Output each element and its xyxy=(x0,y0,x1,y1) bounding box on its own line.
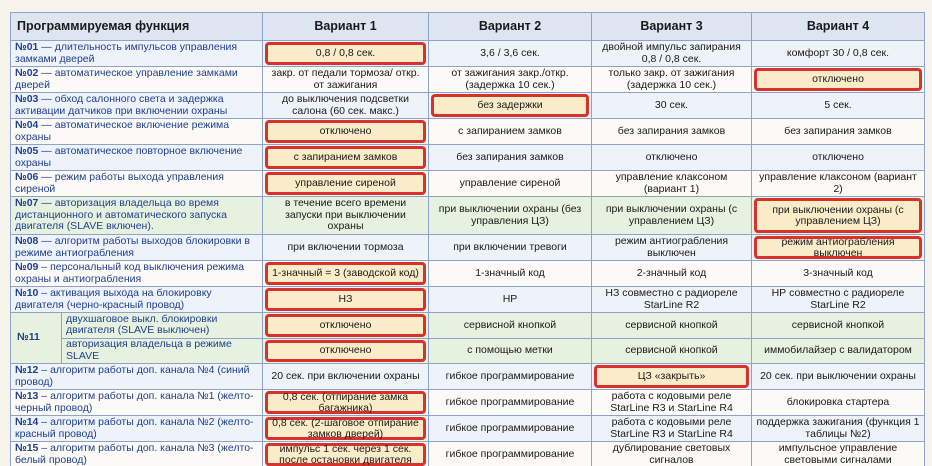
highlighted-value: 0,8 сек. (2-шаговое отпирание замков дверей) xyxy=(265,417,426,440)
variant-2-cell: гибкое программирование xyxy=(429,416,592,442)
variant-1-cell xyxy=(263,261,429,287)
variant-4-cell: НР совместно с радиореле StarLine R2 xyxy=(752,287,925,313)
function-number: №02 xyxy=(15,67,39,79)
variant-2-cell: гибкое программирование xyxy=(429,364,592,390)
variant-3-cell: НЗ совместно с радиореле StarLine R2 xyxy=(592,287,752,313)
table-row xyxy=(11,442,925,466)
variant-3-cell: сервисной кнопкой xyxy=(592,338,752,364)
highlighted-value: 1-значный = 3 (заводской код) xyxy=(265,262,426,285)
variant-1-cell xyxy=(263,390,429,416)
function-cell xyxy=(11,41,263,67)
variant-4-cell: 20 сек. при выключении охраны xyxy=(752,364,925,390)
variant-3-cell: 30 сек. xyxy=(592,93,752,119)
header-row xyxy=(11,13,925,41)
function-number: №11 xyxy=(17,331,40,344)
table-row xyxy=(11,313,925,339)
function-11-sub-1: двухшаговое выкл. блокировки двигателя (SLAVE выключен) xyxy=(62,313,262,339)
variant-3-cell: при выключении охраны (с управлением ЦЗ) xyxy=(592,197,752,235)
variant-1-cell xyxy=(263,313,429,339)
variant-2-cell: без запирания замков xyxy=(429,145,592,171)
variant-2-cell: 3,6 / 3,6 сек. xyxy=(429,41,592,67)
highlighted-value: режим антиограбления выключен xyxy=(754,236,922,259)
variant-4-cell: поддержка зажигания (функция 1 таблицы №2) xyxy=(752,416,925,442)
function-number: №13 xyxy=(15,390,39,402)
table-row xyxy=(11,416,925,442)
header-variant-3: Вариант 3 xyxy=(592,13,752,41)
variant-4-cell: 3-значный код xyxy=(752,261,925,287)
variant-3-cell: управление клаксоном (вариант 1) xyxy=(592,171,752,197)
variant-3-cell: сервисной кнопкой xyxy=(592,313,752,339)
variant-1-cell: 20 сек. при включении охраны xyxy=(263,364,429,390)
table-row xyxy=(11,197,925,235)
variant-4-cell: импульсное управление световыми сигналами xyxy=(752,442,925,466)
function-description: — автоматическое управление замками дверей xyxy=(15,67,238,91)
function-cell xyxy=(11,261,263,287)
variant-2-cell: 1-значный код xyxy=(429,261,592,287)
table-row xyxy=(11,364,925,390)
variant-2-cell: управление сиреной xyxy=(429,171,592,197)
variant-4-cell: управление клаксоном (вариант 2) xyxy=(752,171,925,197)
function-description: – активация выхода на блокировку двигателя (черно-красный провод) xyxy=(15,287,212,311)
variant-1-cell xyxy=(263,145,429,171)
variant-4-cell: сервисной кнопкой xyxy=(752,313,925,339)
function-description: – персональный код выключения режима охраны и антиограбления xyxy=(15,261,245,285)
header-variant-4: Вариант 4 xyxy=(752,13,925,41)
function-number: №10 xyxy=(15,287,39,299)
function-number: №08 xyxy=(15,235,39,247)
table-row xyxy=(11,287,925,313)
variant-4-cell xyxy=(752,235,925,261)
variant-1-cell xyxy=(263,442,429,466)
function-11-subrows xyxy=(62,313,262,363)
function-cell xyxy=(11,93,263,119)
variant-1-cell: закр. от педали тормоза/ откр. от зажигания xyxy=(263,67,429,93)
variant-3-cell: 2-значный код xyxy=(592,261,752,287)
highlighted-value: без задержки xyxy=(431,94,589,117)
highlighted-value: ЦЗ «закрыть» xyxy=(594,365,749,388)
variant-3-cell: дублирование световых сигналов xyxy=(592,442,752,466)
highlighted-value: отключено xyxy=(265,314,426,337)
function-description: — обход салонного света и задержка активации датчиков при включении охраны xyxy=(15,93,228,117)
header-variant-2: Вариант 2 xyxy=(429,13,592,41)
variant-2-cell: с помощью метки xyxy=(429,338,592,364)
variant-2-cell: при выключении охраны (без управления ЦЗ) xyxy=(429,197,592,235)
table-row xyxy=(11,93,925,119)
function-number: №12 xyxy=(15,364,39,376)
table-row xyxy=(11,145,925,171)
table-row xyxy=(11,41,925,67)
variant-3-cell: без запирания замков xyxy=(592,119,752,145)
function-description: – алгоритм работы доп. канала №1 (желто-черный провод) xyxy=(15,390,254,414)
function-number: №06 xyxy=(15,171,39,183)
variant-2-cell: гибкое программирование xyxy=(429,442,592,466)
variant-4-cell: иммобилайзер с валидатором xyxy=(752,338,925,364)
variant-4-cell xyxy=(752,197,925,235)
variant-3-cell: отключено xyxy=(592,145,752,171)
variant-3-cell xyxy=(592,364,752,390)
function-cell xyxy=(11,197,263,235)
variant-3-cell: работа с кодовыми реле StarLine R3 и StarLine R4 xyxy=(592,416,752,442)
header-variant-1: Вариант 1 xyxy=(263,13,429,41)
highlighted-value: НЗ xyxy=(265,288,426,311)
function-cell xyxy=(11,390,263,416)
function-cell xyxy=(11,171,263,197)
variant-4-cell: отключено xyxy=(752,145,925,171)
function-cell xyxy=(11,119,263,145)
variant-3-cell: только закр. от зажигания (задержка 10 сек.) xyxy=(592,67,752,93)
variant-2-cell: сервисной кнопкой xyxy=(429,313,592,339)
variant-4-cell: блокировка стартера xyxy=(752,390,925,416)
variant-1-cell xyxy=(263,338,429,364)
variant-3-cell: режим антиограбления выключен xyxy=(592,235,752,261)
function-cell xyxy=(11,287,263,313)
header-function: Программируемая функция xyxy=(11,13,263,41)
variant-2-cell: гибкое программирование xyxy=(429,390,592,416)
variant-1-cell xyxy=(263,171,429,197)
variant-4-cell xyxy=(752,67,925,93)
function-description: — длительность импульсов управления замками дверей xyxy=(15,41,238,65)
function-description: — режим работы выхода управления сиреной xyxy=(15,171,224,195)
highlighted-value: 0,8 / 0,8 сек. xyxy=(265,42,426,65)
function-number: №09 xyxy=(15,261,39,273)
variant-2-cell: при включении тревоги xyxy=(429,235,592,261)
table-row xyxy=(11,390,925,416)
function-description: — авторизация владельца во время дистанционного и автоматического запуска двигателя (SLAVE включен). xyxy=(15,197,227,233)
function-description: — автоматическое включение режима охраны xyxy=(15,119,230,143)
highlighted-value: отключено xyxy=(265,120,426,143)
highlighted-value: 0,8 сек. (отпирание замка багажника) xyxy=(265,391,426,414)
highlighted-value: отключено xyxy=(265,340,426,363)
function-description: – алгоритм работы доп. канала №4 (синий провод) xyxy=(15,364,250,388)
function-description: – алгоритм работы доп. канала №3 (желто-белый провод) xyxy=(15,442,254,466)
table-row xyxy=(11,261,925,287)
function-number: №05 xyxy=(15,145,39,157)
table-row xyxy=(11,235,925,261)
function-description: – алгоритм работы доп. канала №2 (желто-красный провод) xyxy=(15,416,254,440)
variant-4-cell: 5 сек. xyxy=(752,93,925,119)
function-cell xyxy=(11,364,263,390)
highlighted-value: при выключении охраны (с управлением ЦЗ) xyxy=(754,198,922,233)
variant-2-cell: с запиранием замков xyxy=(429,119,592,145)
variant-1-cell xyxy=(263,287,429,313)
highlighted-value: с запиранием замков xyxy=(265,146,426,169)
variant-1-cell: в течение всего времени запуски при выключении охраны xyxy=(263,197,429,235)
table-row xyxy=(11,171,925,197)
function-cell xyxy=(11,313,263,364)
variant-2-cell: НР xyxy=(429,287,592,313)
table-row xyxy=(11,67,925,93)
variant-4-cell: без запирания замков xyxy=(752,119,925,145)
highlighted-value: отключено xyxy=(754,68,922,91)
variant-3-cell: двойной импульс запирания 0,8 / 0,8 сек. xyxy=(592,41,752,67)
highlighted-value: управление сиреной xyxy=(265,172,426,195)
variant-4-cell: комфорт 30 / 0,8 сек. xyxy=(752,41,925,67)
function-cell xyxy=(11,67,263,93)
function-number: №01 xyxy=(15,41,39,53)
variant-1-cell xyxy=(263,416,429,442)
function-number: №03 xyxy=(15,93,39,105)
function-cell xyxy=(11,235,263,261)
function-description: — автоматическое повторное включение охраны xyxy=(15,145,243,169)
programmable-functions-table xyxy=(10,12,925,466)
function-number: №14 xyxy=(15,416,39,428)
variant-1-cell: при включении тормоза xyxy=(263,235,429,261)
function-cell xyxy=(11,416,263,442)
function-cell xyxy=(11,442,263,466)
variant-2-cell: от зажигания закр./откр. (задержка 10 сек.) xyxy=(429,67,592,93)
function-number: №15 xyxy=(15,442,39,454)
variant-1-cell xyxy=(263,119,429,145)
function-11-group xyxy=(11,313,262,363)
function-cell xyxy=(11,145,263,171)
variant-3-cell: работа с кодовыми реле StarLine R3 и StarLine R4 xyxy=(592,390,752,416)
variant-2-cell xyxy=(429,93,592,119)
function-number: №04 xyxy=(15,119,39,131)
variant-1-cell xyxy=(263,41,429,67)
function-11-number-cell xyxy=(11,313,62,363)
variant-1-cell: до выключения подсветки салона (60 сек. макс.) xyxy=(263,93,429,119)
function-description: — алгоритм работы выходов блокировки в режиме антиограбления xyxy=(15,235,250,259)
highlighted-value: импульс 1 сек. через 1 сек. после остановки двигателя xyxy=(265,443,426,466)
table-row xyxy=(11,119,925,145)
function-11-sub-2: авторизация владельца в режиме SLAVE xyxy=(66,338,232,362)
function-number: №07 xyxy=(15,197,39,210)
